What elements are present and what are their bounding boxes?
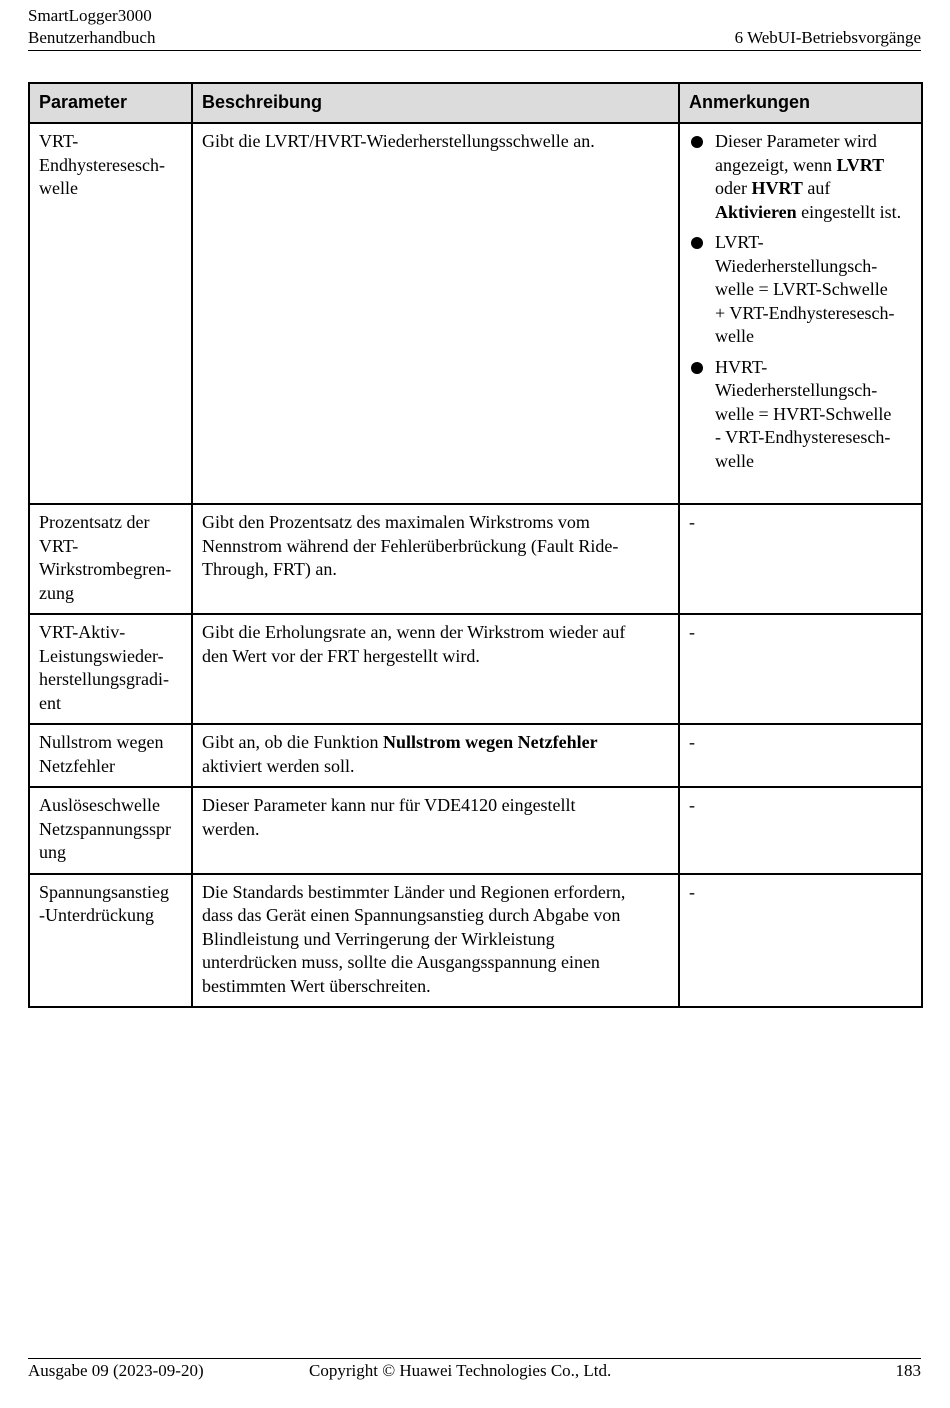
remarks-text: - <box>689 795 695 815</box>
bullet-icon <box>691 136 703 148</box>
parameter-name: Spannungsanstieg -Unterdrückung <box>39 881 169 925</box>
bullet-icon <box>691 362 703 374</box>
manual-name: Benutzerhandbuch <box>28 28 156 47</box>
column-header-description: Beschreibung <box>192 83 679 123</box>
remarks-list <box>689 130 912 473</box>
bold-term: HVRT <box>751 178 803 198</box>
page-number: 183 <box>895 1361 921 1380</box>
list-item: HVRT- Wiederherstellungsch- welle = HVRT-Schwelle - VRT-Endhysteresesch- welle <box>689 356 912 474</box>
description-cell <box>192 874 679 1008</box>
parameter-cell <box>29 874 192 1008</box>
remarks-cell <box>679 123 922 504</box>
parameter-table <box>28 82 923 1008</box>
bold-term: Nullstrom wegen Netzfehler <box>383 732 598 752</box>
list-item: Dieser Parameter wird angezeigt, wenn LVRT oder HVRT auf Aktivieren eingestellt ist. <box>689 130 912 224</box>
remarks-text: - <box>689 512 695 532</box>
list-item: LVRT- Wiederherstellungsch- welle = LVRT-Schwelle + VRT-Endhysteresesch- welle <box>689 231 912 349</box>
copyright-label: Copyright © Huawei Technologies Co., Ltd. <box>309 1361 612 1380</box>
parameter-name: Nullstrom wegen Netzfehler <box>39 732 164 776</box>
remarks-cell <box>679 874 922 1008</box>
parameter-name: Prozentsatz der VRT- Wirkstrombegren- zung <box>39 512 172 603</box>
description-cell: Gibt an, ob die Funktion Nullstrom wegen Netzfehler aktiviert werden soll. <box>192 724 679 787</box>
header-rule <box>28 50 921 51</box>
description-cell <box>192 614 679 724</box>
remarks-cell <box>679 724 922 787</box>
table-row <box>29 504 922 614</box>
table-row <box>29 724 922 787</box>
remarks-text: - <box>689 622 695 642</box>
running-header-left <box>28 5 155 49</box>
remarks-cell <box>679 787 922 874</box>
bold-term: Aktivieren <box>715 201 797 222</box>
table-row <box>29 123 922 504</box>
parameter-cell <box>29 614 192 724</box>
table-row <box>29 787 922 874</box>
parameter-name: Auslöseschwelle Netzspannungsspr ung <box>39 795 171 862</box>
parameter-name: VRT- Endhysteresesch- welle <box>39 131 165 198</box>
remarks-cell <box>679 504 922 614</box>
column-header-parameter: Parameter <box>29 83 192 123</box>
table-row <box>29 874 922 1008</box>
parameter-cell <box>29 123 192 504</box>
table-header-row <box>29 83 922 123</box>
description-text: Die Standards bestimmter Länder und Regionen erfordern, dass das Gerät einen Spannungsanstieg durch Abgabe von Blindleistung und Verringerung der Wirkleistung unterdrücken muss, sollte die Ausgangsspannung einen bestimmten Wert überschreiten. <box>202 881 626 996</box>
parameter-cell <box>29 787 192 874</box>
remarks-text: - <box>689 732 695 752</box>
description-cell <box>192 787 679 874</box>
footer-rule <box>28 1358 921 1359</box>
bullet-icon <box>691 237 703 249</box>
description-cell <box>192 504 679 614</box>
chapter-title: 6 WebUI-Betriebsvorgänge <box>734 28 921 47</box>
parameter-name: VRT-Aktiv- Leistungswieder- herstellungsgradi- ent <box>39 622 169 713</box>
description-text: Dieser Parameter kann nur für VDE4120 eingestellt werden. <box>202 795 576 839</box>
remarks-cell <box>679 614 922 724</box>
description-text: Gibt die LVRT/HVRT-Wiederherstellungsschwelle an. <box>202 131 595 151</box>
column-header-remarks: Anmerkungen <box>679 83 922 123</box>
parameter-cell <box>29 724 192 787</box>
bold-term: LVRT <box>836 154 885 175</box>
edition-label: Ausgabe 09 (2023-09-20) <box>28 1361 204 1380</box>
remarks-text: - <box>689 881 695 902</box>
description-text: Gibt den Prozentsatz des maximalen Wirkstroms vom Nennstrom während der Fehlerüberbrückung (Fault Ride- Through, FRT) an. <box>202 512 619 579</box>
product-name: SmartLogger3000 <box>28 6 152 25</box>
description-text: Gibt die Erholungsrate an, wenn der Wirkstrom wieder auf den Wert vor der FRT hergestellt wird. <box>202 622 626 666</box>
description-cell <box>192 123 679 504</box>
parameter-cell <box>29 504 192 614</box>
table-row <box>29 614 922 724</box>
